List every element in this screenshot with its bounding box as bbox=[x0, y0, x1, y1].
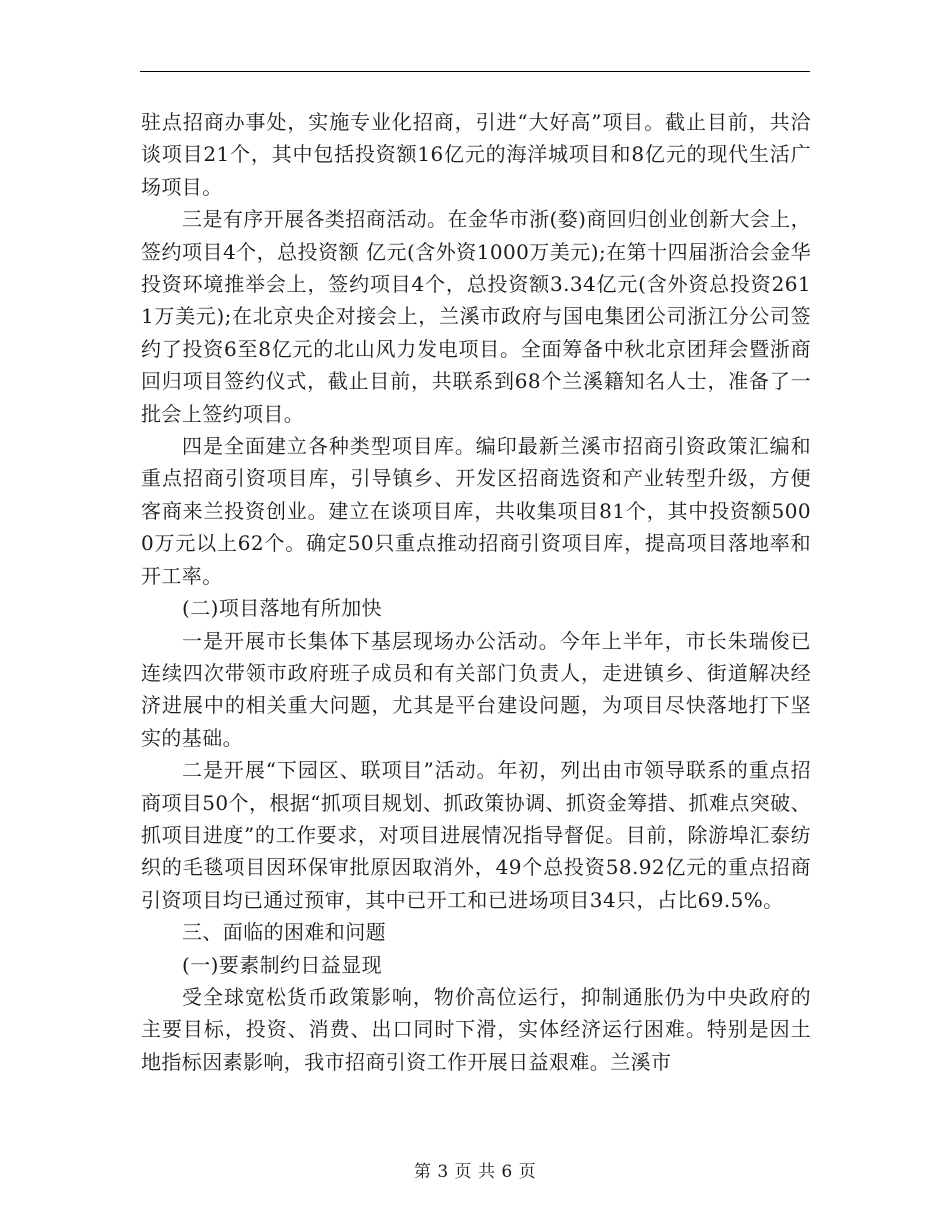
paragraph: 四是全面建立各种类型项目库。编印最新兰溪市招商引资政策汇编和重点招商引资项目库，引导镇乡、开发区招商选资和产业转型升级，方便客商来兰投资创业。建立在谈项目库，共收集项目81个，其中投资额5000万元以上62个。确定50只重点推动招商引资项目库，提高项目落地率和开工率。 bbox=[141, 434, 811, 588]
section-heading: 三、面临的困难和问题 bbox=[182, 920, 386, 945]
section-heading: (二)项目落地有所加快 bbox=[182, 596, 383, 621]
paragraph: 受全球宽松货币政策影响，物价高位运行，抑制通胀仍为中央政府的主要目标，投资、消费、出口同时下滑，实体经济运行困难。特别是因土地指标因素影响，我市招商引资工作开展日益艰难。兰溪市 bbox=[141, 984, 811, 1074]
paragraph: 驻点招商办事处，实施专业化招商，引进“大好高”项目。截止目前，共洽谈项目21个，其中包括投资额16亿元的海洋城项目和8亿元的现代生活广场项目。 bbox=[141, 110, 811, 199]
paragraph: 二是开展“下园区、联项目”活动。年初，列出由市领导联系的重点招商项目50个，根据“抓项目规划、抓政策协调、抓资金筹措、抓难点突破、抓项目进度”的工作要求，对项目进展情况指导督促。目前，除游埠汇泰纺织的毛毯项目因环保审批原因取消外，49个总投资58.92亿元的重点招商引资项目均已通过预审，其中已开工和已进场项目34只，占比69.5%。 bbox=[141, 758, 811, 912]
page-footer: 第 3 页 共 6 页 bbox=[413, 1162, 537, 1182]
header-rule bbox=[140, 71, 810, 72]
paragraph: 一是开展市长集体下基层现场办公活动。今年上半年，市长朱瑞俊已连续四次带领市政府班子成员和有关部门负责人，走进镇乡、街道解决经济进展中的相关重大问题，尤其是平台建设问题，为项目尽快落地打下坚实的基础。 bbox=[141, 628, 811, 750]
paragraph: 三是有序开展各类招商活动。在金华市浙(婺)商回归创业创新大会上，签约项目4个，总投资额 亿元(含外资1000万美元);在第十四届浙洽会金华投资环境推举会上，签约项目4个，总投资额3.34亿元(含外资总投资2611万美元);在北京央企对接会上，兰溪市政府与国电集团公司浙江分公司签约了投资6至8亿元的北山风力发电项目。全面筹备中秋北京团拜会暨浙商回归项目签约仪式，截止目前，共联系到68个兰溪籍知名人士，准备了一批会上签约项目。 bbox=[141, 207, 811, 426]
document-body bbox=[141, 106, 811, 1078]
section-heading: (一)要素制约日益显现 bbox=[182, 952, 383, 977]
